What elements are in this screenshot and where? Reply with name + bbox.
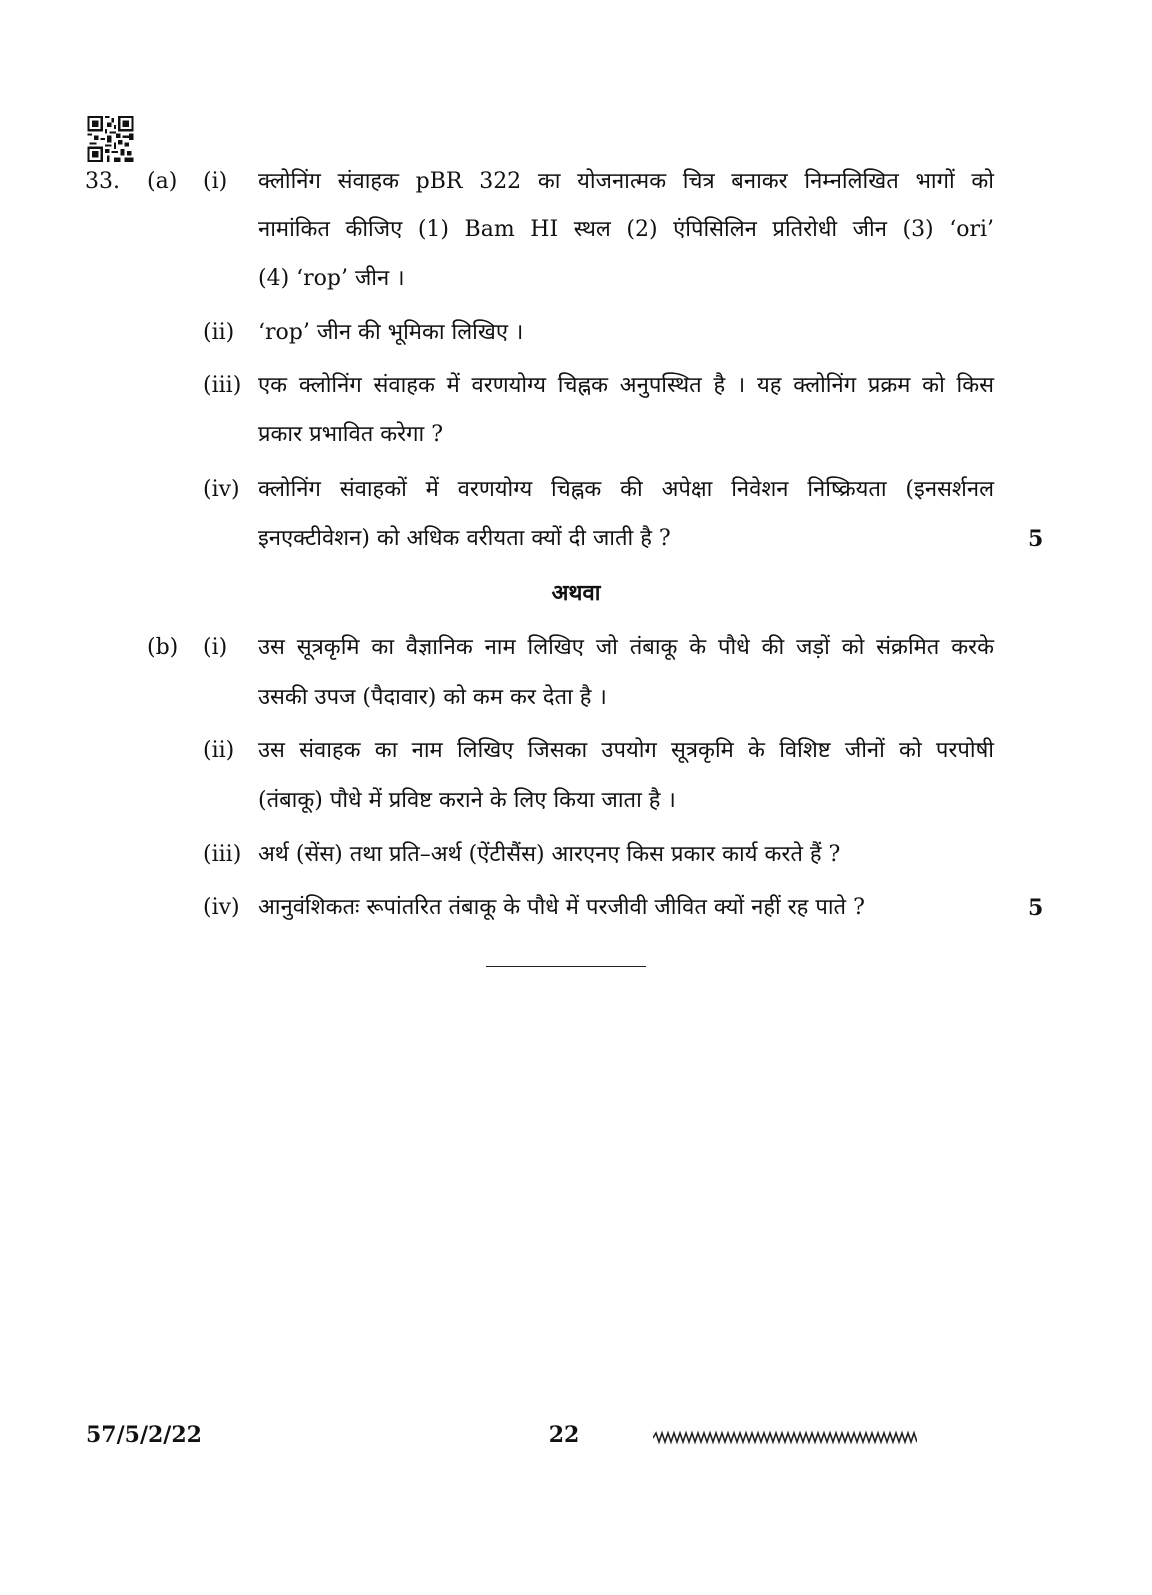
question-number: 33. [85, 169, 120, 194]
part-a-item-1-label: (i) [203, 169, 228, 194]
qr-code-icon [86, 116, 135, 162]
end-divider [486, 966, 646, 967]
part-a-item-3-line-1: एक क्लोनिंग संवाहक में वरणयोग्य चिह्नक अनुपस्थित है । यह क्लोनिंग प्रक्रम को किस [258, 373, 994, 398]
part-a-label: (a) [147, 169, 178, 194]
part-b-item-3-line-1: अर्थ (सेंस) तथा प्रति–अर्थ (ऐंटीसैंस) आरएनए किस प्रकार कार्य करते हैं ? [258, 842, 841, 867]
or-heading: अथवा [551, 580, 601, 606]
part-a-item-1-line-2: नामांकित कीजिए (1) Bam HI स्थल (2) एंपिसिलिन प्रतिरोधी जीन (3) ‘ori’ [258, 217, 994, 242]
part-a-item-3-line-2: प्रकार प्रभावित करेगा ? [258, 422, 444, 447]
part-a-item-3-label: (iii) [203, 373, 242, 398]
part-b-item-1-line-1: उस सूत्रकृमि का वैज्ञानिक नाम लिखिए जो तंबाकू के पौधे की जड़ों को संक्रमित करके [258, 635, 994, 660]
part-a-marks: 5 [1028, 526, 1044, 552]
wavy-line-icon [653, 1430, 917, 1446]
part-a-item-4-line-2: इनएक्टीवेशन) को अधिक वरीयता क्यों दी जाती है ? [258, 526, 671, 551]
part-b-item-1-line-2: उसकी उपज (पैदावार) को कम कर देता है । [258, 685, 607, 710]
part-b-item-2-line-1: उस संवाहक का नाम लिखिए जिसका उपयोग सूत्रकृमि के विशिष्ट जीनों को परपोषी [258, 738, 994, 763]
part-b-item-4-label: (iv) [203, 895, 240, 920]
part-b-label: (b) [147, 635, 179, 660]
page-number: 22 [548, 1422, 580, 1448]
part-a-item-2-line-1: ‘rop’ जीन की भूमिका लिखिए । [258, 320, 524, 345]
part-b-item-2-line-2: (तंबाकू) पौधे में प्रविष्ट कराने के लिए किया जाता है । [258, 788, 676, 813]
part-b-item-3-label: (iii) [203, 842, 242, 867]
part-a-item-2-label: (ii) [203, 320, 235, 345]
part-a-item-1-line-3: (4) ‘rop’ जीन । [258, 266, 405, 291]
part-b-item-2-label: (ii) [203, 738, 235, 763]
paper-code: 57/5/2/22 [86, 1422, 202, 1448]
part-b-marks: 5 [1028, 895, 1044, 921]
part-a-item-4-label: (iv) [203, 477, 240, 502]
part-a-item-4-line-1: क्लोनिंग संवाहकों में वरणयोग्य चिह्नक की अपेक्षा निवेशन निष्क्रियता (इनसर्शनल [258, 477, 994, 502]
part-b-item-1-label: (i) [203, 635, 228, 660]
part-b-item-4-line-1: आनुवंशिकतः रूपांतरित तंबाकू के पौधे में परजीवी जीवित क्यों नहीं रह पाते ? [258, 895, 865, 920]
part-a-item-1-line-1: क्लोनिंग संवाहक pBR 322 का योजनात्मक चित्र बनाकर निम्नलिखित भागों को [258, 169, 994, 194]
